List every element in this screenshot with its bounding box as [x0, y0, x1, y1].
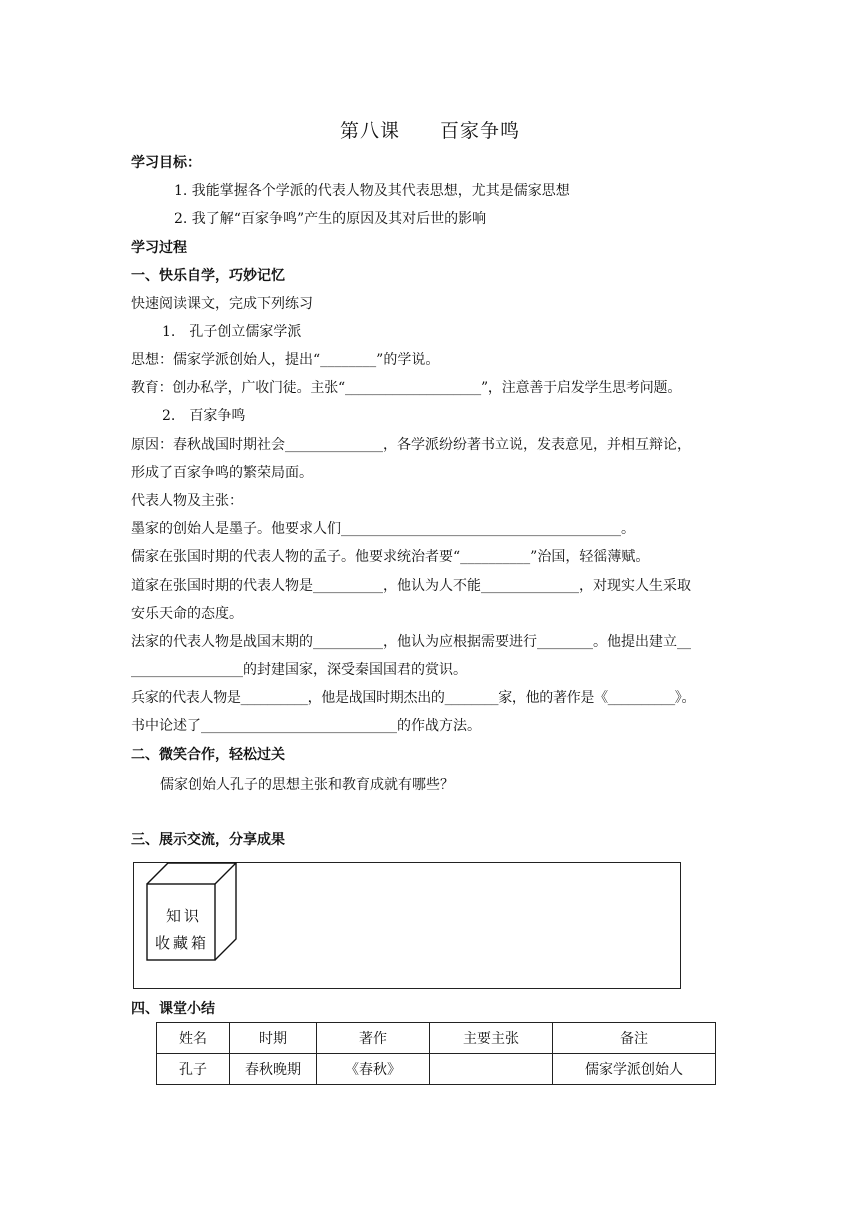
section1-heading: 一、快乐自学，巧妙记忆 — [131, 268, 285, 284]
thought-fill-blank: 思想：儒家学派创始人，提出“________”的学说。 — [131, 352, 440, 368]
summary-table — [156, 1022, 716, 1085]
table-row — [157, 1054, 716, 1085]
section4-heading: 四、课堂小结 — [131, 1001, 215, 1017]
table-cell: 春秋晚期 — [230, 1054, 317, 1085]
section3-heading: 三、展示交流，分享成果 — [131, 832, 285, 848]
section2-question: 儒家创始人孔子的思想主张和教育成就有哪些？ — [160, 777, 454, 793]
subsection-confucius: 1. 孔子创立儒家学派 — [162, 324, 302, 340]
goal-item: 1. 我能掌握各个学派的代表人物及其代表思想，尤其是儒家思想 — [174, 183, 570, 199]
daoist-fill-blank-cont: 安乐天命的态度。 — [131, 606, 243, 622]
table-header-row — [157, 1023, 716, 1054]
military-fill-blank-cont: 书中论述了____________________________的作战方法。 — [131, 718, 481, 734]
process-heading: 学习过程 — [131, 240, 187, 256]
column-header: 时期 — [230, 1023, 317, 1054]
daoist-fill-blank: 道家在张国时期的代表人物是__________，他认为人不能______________，对现实人生采取 — [131, 578, 691, 594]
goal-item: 2. 我了解“百家争鸣”产生的原因及其对后世的影响 — [174, 211, 487, 227]
table-cell: 儒家学派创始人 — [553, 1054, 716, 1085]
page-title — [0, 116, 860, 143]
subsection-hundred-schools: 2. 百家争鸣 — [162, 408, 246, 424]
table-cell: 孔子 — [157, 1054, 230, 1085]
reason-fill-blank: 原因：春秋战国时期社会______________，各学派纷纷著书立说，发表意见，并相互辩论， — [131, 437, 691, 453]
table-cell — [430, 1054, 553, 1085]
column-header: 著作 — [317, 1023, 430, 1054]
column-header: 姓名 — [157, 1023, 230, 1054]
representatives-heading: 代表人物及主张： — [131, 493, 243, 509]
cube-label-line2: 收藏箱 — [155, 934, 210, 952]
legalist-fill-blank: 法家的代表人物是战国末期的__________，他认为应根据需要进行________。他提出建立__ — [131, 634, 691, 650]
mohist-fill-blank: 墨家的创始人是墨子。他要求人们________________________________________。 — [131, 521, 635, 537]
reason-fill-blank-cont: 形成了百家争鸣的繁荣局面。 — [131, 465, 313, 481]
column-header: 备注 — [553, 1023, 716, 1054]
education-fill-blank: 教育：创办私学，广收门徒。主张“____________________”，注意善于启发学生思考问题。 — [131, 380, 682, 396]
lesson-number: 第八课 — [339, 120, 400, 142]
section1-intro: 快速阅读课文，完成下列练习 — [131, 296, 313, 312]
lesson-topic: 百家争鸣 — [440, 120, 521, 142]
legalist-fill-blank-cont: ________________的封建国家，深受秦国国君的赏识。 — [131, 662, 467, 678]
confucian-fill-blank: 儒家在张国时期的代表人物的孟子。他要求统治者要“__________”治国，轻徭薄赋。 — [131, 549, 650, 565]
column-header: 主要主张 — [430, 1023, 553, 1054]
section2-heading: 二、微笑合作，轻松过关 — [131, 747, 285, 763]
military-fill-blank: 兵家的代表人物是__________，他是战国时期杰出的________家，他的著作是《__________》。 — [131, 690, 696, 706]
cube-label-line1: 知识 — [166, 907, 203, 925]
goals-heading: 学习目标： — [131, 155, 201, 171]
table-cell: 《春秋》 — [317, 1054, 430, 1085]
